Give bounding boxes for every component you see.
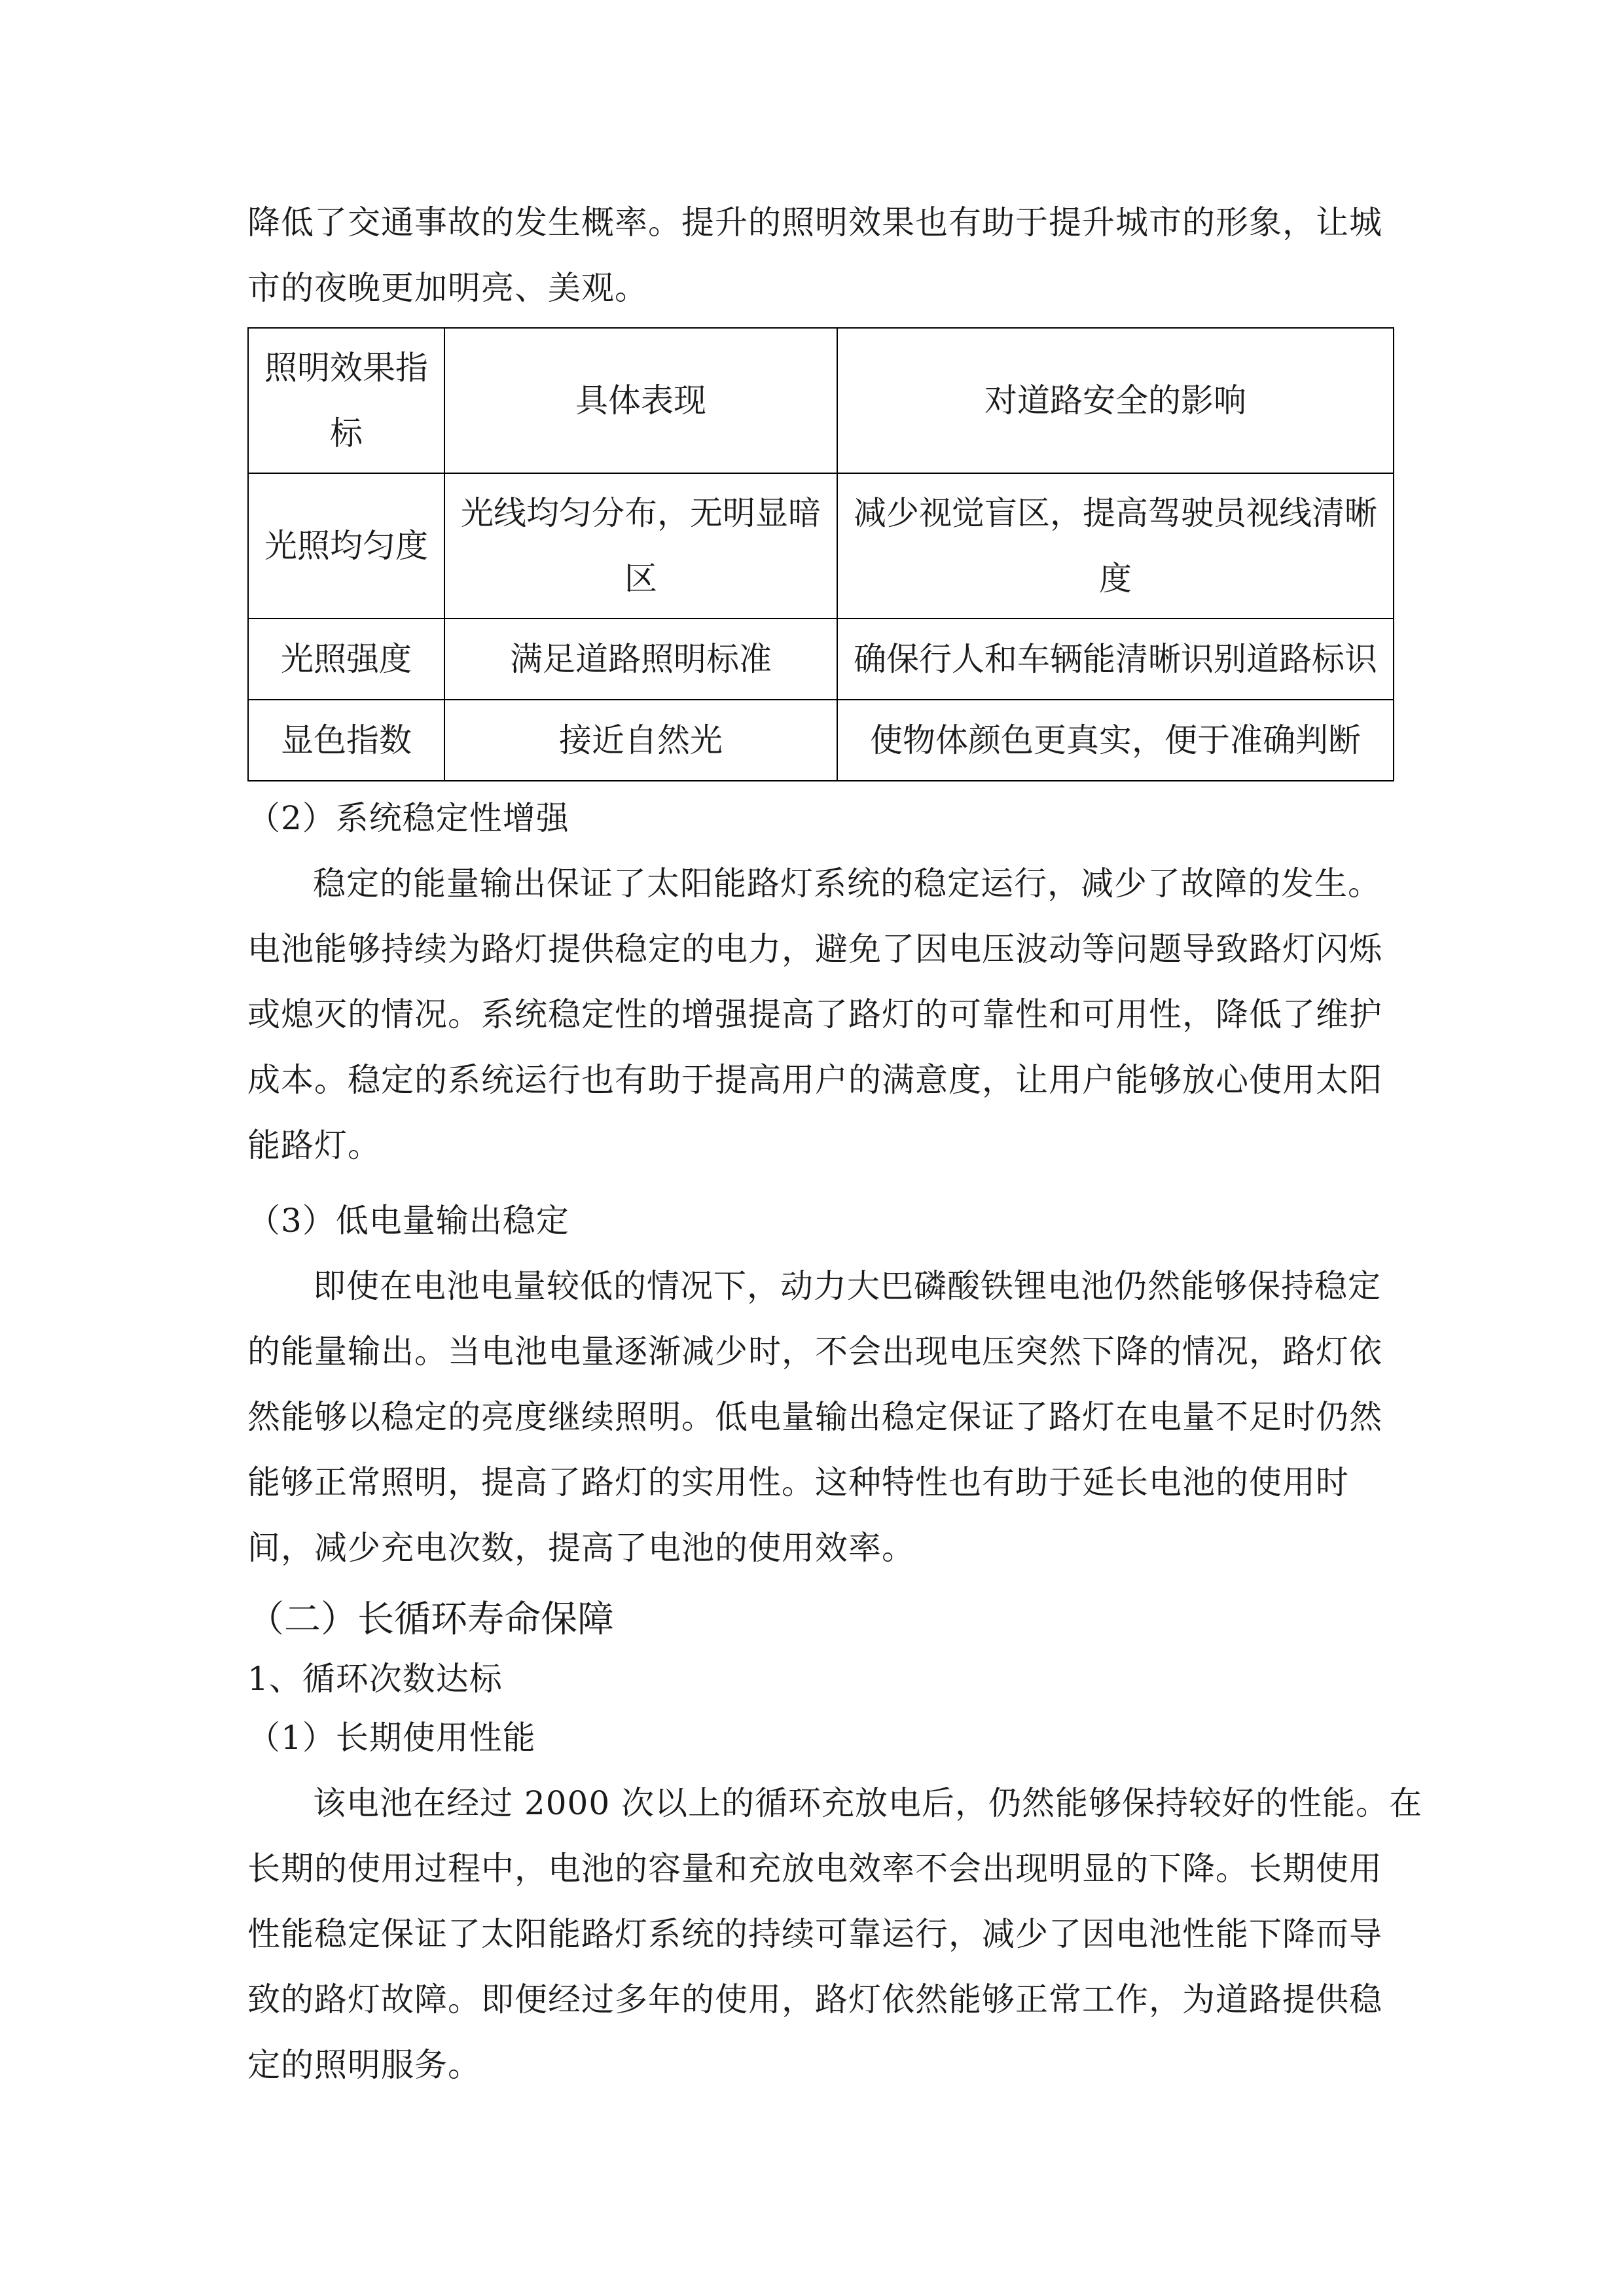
table-header-row	[248, 328, 1394, 473]
text-line: 然能够以稳定的亮度继续照明。低电量输出稳定保证了路灯在电量不足时仍然	[247, 1398, 1382, 1436]
section-heading: （2）系统稳定性增强	[247, 799, 569, 837]
table-row	[248, 473, 1394, 619]
text-line: 该电池在经过 2000 次以上的循环充放电后，仍然能够保持较好的性能。在	[313, 1784, 1423, 1822]
text-line: 电池能够持续为路灯提供稳定的电力，避免了因电压波动等问题导致路灯闪烁	[247, 930, 1382, 968]
text-line: 的能量输出。当电池电量逐渐减少时，不会出现电压突然下降的情况，路灯依	[247, 1333, 1382, 1371]
table-header-cell: 具体表现	[444, 328, 837, 473]
table-header-cell: 对道路安全的影响	[837, 328, 1394, 473]
text-line: 间，减少充电次数，提高了电池的使用效率。	[247, 1529, 915, 1567]
text-line: 定的照明服务。	[247, 2046, 481, 2084]
text-line: 致的路灯故障。即便经过多年的使用，路灯依然能够正常工作，为道路提供稳	[247, 1981, 1382, 2018]
section-low-charge-output	[247, 1188, 1393, 1581]
lighting-effect-table	[247, 327, 1394, 781]
table-cell: 接近自然光	[444, 700, 837, 781]
text-line: 成本。稳定的系统运行也有助于提高用户的满意度，让用户能够放心使用太阳	[247, 1061, 1382, 1099]
table-header-cell: 照明效果指标	[248, 328, 444, 473]
text-line: 能够正常照明，提高了路灯的实用性。这种特性也有助于延长电池的使用时	[247, 1463, 1349, 1501]
table-cell: 光线均匀分布，无明显暗区	[444, 473, 837, 619]
text-line: 即使在电池电量较低的情况下，动力大巴磷酸铁锂电池仍然能够保持稳定	[313, 1267, 1381, 1305]
table-cell: 光照强度	[248, 619, 444, 700]
table-cell: 减少视觉盲区，提高驾驶员视线清晰度	[837, 473, 1394, 619]
section-heading: （1）长期使用性能	[247, 1719, 536, 1757]
table-cell: 显色指数	[248, 700, 444, 781]
text-line: 性能稳定保证了太阳能路灯系统的持续可靠运行，减少了因电池性能下降而导	[247, 1915, 1382, 1953]
subsection-cycle-count	[247, 1646, 1393, 1712]
subsection-heading: 1、循环次数达标	[247, 1660, 503, 1698]
chapter-heading: （二）长循环寿命保障	[247, 1598, 614, 1641]
text-line: 稳定的能量输出保证了太阳能路灯系统的稳定运行，减少了故障的发生。	[313, 865, 1381, 903]
section-long-term-performance	[247, 1705, 1423, 2098]
table-cell: 满足道路照明标准	[444, 619, 837, 700]
table-row	[248, 619, 1394, 700]
section-heading: （3）低电量输出稳定	[247, 1202, 569, 1240]
text-line: 长期的使用过程中，电池的容量和充放电效率不会出现明显的下降。长期使用	[247, 1850, 1382, 1888]
table-cell: 使物体颜色更真实，便于准确判断	[837, 700, 1394, 781]
table-row	[248, 700, 1394, 781]
table-cell: 确保行人和车辆能清晰识别道路标识	[837, 619, 1394, 700]
section-system-stability	[247, 785, 1393, 1178]
text-line: 或熄灭的情况。系统稳定性的增强提高了路灯的可靠性和可用性，降低了维护	[247, 996, 1382, 1033]
text-line: 市的夜晚更加明亮、美观。	[247, 269, 648, 307]
intro-paragraph	[247, 190, 1393, 321]
table-cell: 光照均匀度	[248, 473, 444, 619]
text-line: 能路灯。	[247, 1126, 381, 1164]
chapter-block	[247, 1587, 1393, 1653]
text-line: 降低了交通事故的发生概率。提升的照明效果也有助于提升城市的形象，让城	[247, 204, 1382, 242]
